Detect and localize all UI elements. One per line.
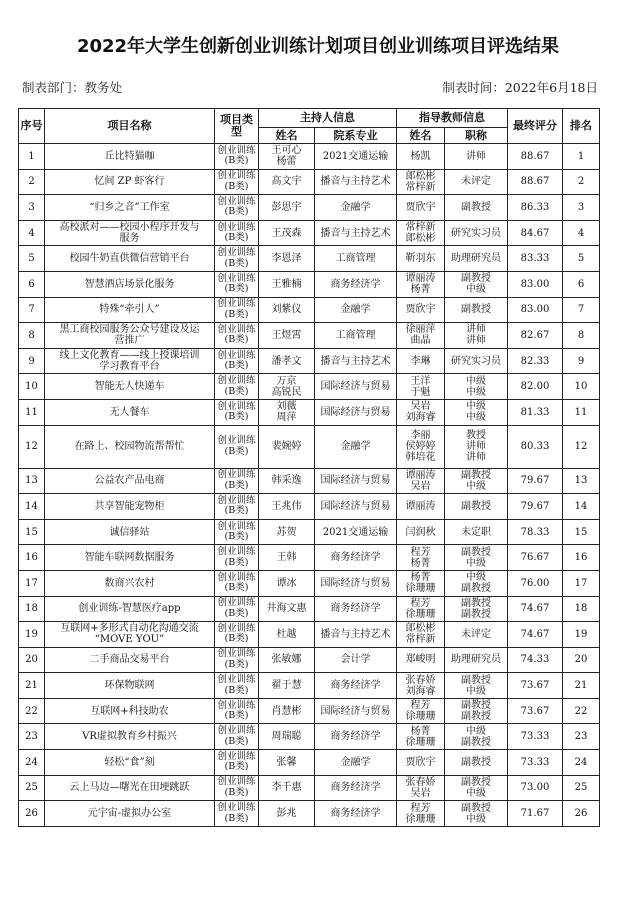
cell-category: 创业训练 (B类)	[215, 425, 259, 468]
cell-project-name: “归乡之音”工作室	[45, 195, 215, 221]
cell-project-name: 创业训练-智慧医疗app	[45, 596, 215, 622]
cell-category: 创业训练 (B类)	[215, 647, 259, 673]
cell-advisor-title: 研究实习员	[445, 348, 508, 374]
cell-advisor-name: 贾欣宇	[397, 750, 445, 776]
cell-no: 16	[19, 545, 45, 571]
header-host-major: 院系专业	[315, 128, 397, 144]
table-row	[19, 144, 600, 170]
header-rank: 排名	[563, 109, 600, 144]
cell-no: 24	[19, 750, 45, 776]
table-row	[19, 220, 600, 246]
cell-advisor-title: 副教授	[445, 297, 508, 323]
table-body	[19, 144, 600, 827]
cell-host-major: 商务经济学	[315, 724, 397, 750]
cell-advisor-name: 李丽 侯婷婷 韩培花	[397, 425, 445, 468]
cell-host-name: 张敏娜	[259, 647, 315, 673]
cell-rank: 9	[563, 348, 600, 374]
cell-category: 创业训练 (B类)	[215, 775, 259, 801]
cell-host-major: 播音与主持艺术	[315, 169, 397, 195]
cell-score: 73.00	[508, 775, 563, 801]
table-row	[19, 698, 600, 724]
cell-rank: 11	[563, 399, 600, 425]
cell-host-name: 彭思宇	[259, 195, 315, 221]
cell-no: 22	[19, 698, 45, 724]
cell-category: 创业训练 (B类)	[215, 570, 259, 596]
cell-rank: 2	[563, 169, 600, 195]
cell-score: 82.00	[508, 374, 563, 400]
cell-project-name: 智慧酒店场景化服务	[45, 271, 215, 297]
header-project-name: 项目名称	[45, 109, 215, 144]
table-row	[19, 519, 600, 545]
table-row	[19, 169, 600, 195]
cell-category: 创业训练 (B类)	[215, 348, 259, 374]
cell-score: 80.33	[508, 425, 563, 468]
cell-rank: 3	[563, 195, 600, 221]
cell-no: 2	[19, 169, 45, 195]
cell-project-name: 轻松“食”刻	[45, 750, 215, 776]
cell-advisor-name: 程芳 徐珊珊	[397, 801, 445, 827]
cell-rank: 8	[563, 323, 600, 349]
department-label: 制表部门：教务处	[22, 80, 123, 95]
cell-advisor-title: 副教授 副教授	[445, 698, 508, 724]
cell-advisor-name: 吴岩 刘海睿	[397, 399, 445, 425]
cell-host-major: 商务经济学	[315, 271, 397, 297]
cell-no: 4	[19, 220, 45, 246]
cell-host-name: 李恩泽	[259, 246, 315, 272]
cell-advisor-title: 助理研究员	[445, 647, 508, 673]
cell-host-name: 裴婉婷	[259, 425, 315, 468]
cell-project-name: 互联网+多形式自动化沟通交流 “MOVE YOU”	[45, 622, 215, 648]
cell-no: 5	[19, 246, 45, 272]
header-advisor-name: 姓名	[397, 128, 445, 144]
cell-project-name: 元宇宙-虚拟办公室	[45, 801, 215, 827]
cell-host-major: 国际经济与贸易	[315, 374, 397, 400]
cell-advisor-name: 程芳 徐珊珊	[397, 596, 445, 622]
cell-advisor-title: 未评定	[445, 622, 508, 648]
cell-advisor-title: 副教授 中级	[445, 673, 508, 699]
cell-rank: 6	[563, 271, 600, 297]
cell-host-name: 王雅楠	[259, 271, 315, 297]
cell-advisor-title: 副教授 中级	[445, 545, 508, 571]
cell-host-major: 2021交通运输	[315, 144, 397, 170]
cell-score: 78.33	[508, 519, 563, 545]
cell-rank: 10	[563, 374, 600, 400]
cell-host-name: 杜越	[259, 622, 315, 648]
cell-host-major: 会计学	[315, 647, 397, 673]
table-row	[19, 596, 600, 622]
cell-host-major: 商务经济学	[315, 596, 397, 622]
table-row	[19, 374, 600, 400]
cell-project-name: 高校派对——校园小程序开发与 服务	[45, 220, 215, 246]
cell-rank: 16	[563, 545, 600, 571]
cell-score: 82.33	[508, 348, 563, 374]
cell-host-name: 潘孝文	[259, 348, 315, 374]
cell-advisor-title: 未定职	[445, 519, 508, 545]
cell-no: 3	[19, 195, 45, 221]
cell-advisor-name: 谭丽涛 吴岩	[397, 468, 445, 494]
cell-advisor-name: 杨菁 徐珊珊	[397, 570, 445, 596]
cell-advisor-name: 李琳	[397, 348, 445, 374]
table-row	[19, 494, 600, 520]
cell-host-name: 苏贺	[259, 519, 315, 545]
cell-project-name: 特殊“牵引人”	[45, 297, 215, 323]
cell-advisor-name: 闫润秋	[397, 519, 445, 545]
cell-project-name: 数商兴农村	[45, 570, 215, 596]
cell-score: 86.33	[508, 195, 563, 221]
cell-host-major: 金融学	[315, 297, 397, 323]
cell-host-major: 播音与主持艺术	[315, 220, 397, 246]
cell-advisor-name: 王洋 于魁	[397, 374, 445, 400]
cell-host-major: 商务经济学	[315, 673, 397, 699]
cell-advisor-name: 杨凯	[397, 144, 445, 170]
cell-category: 创业训练 (B类)	[215, 698, 259, 724]
cell-no: 19	[19, 622, 45, 648]
cell-score: 71.67	[508, 801, 563, 827]
cell-category: 创业训练 (B类)	[215, 271, 259, 297]
cell-no: 14	[19, 494, 45, 520]
cell-rank: 25	[563, 775, 600, 801]
table-row	[19, 399, 600, 425]
cell-score: 83.00	[508, 271, 563, 297]
cell-host-major: 国际经济与贸易	[315, 399, 397, 425]
cell-advisor-name: 常梓新 郎松彬	[397, 220, 445, 246]
cell-advisor-name: 徐丽萍 曲晶	[397, 323, 445, 349]
table-row	[19, 801, 600, 827]
table-row	[19, 622, 600, 648]
cell-advisor-name: 谭丽涛 杨菁	[397, 271, 445, 297]
cell-host-name: 彭兆	[259, 801, 315, 827]
cell-advisor-title: 副教授 中级	[445, 468, 508, 494]
table-row	[19, 647, 600, 673]
cell-host-major: 金融学	[315, 195, 397, 221]
cell-host-major: 国际经济与贸易	[315, 698, 397, 724]
cell-host-major: 工商管理	[315, 323, 397, 349]
cell-no: 23	[19, 724, 45, 750]
cell-no: 18	[19, 596, 45, 622]
cell-score: 83.33	[508, 246, 563, 272]
table-row	[19, 323, 600, 349]
cell-advisor-name: 程芳 杨菁	[397, 545, 445, 571]
cell-category: 创业训练 (B类)	[215, 297, 259, 323]
cell-project-name: 智能无人快递车	[45, 374, 215, 400]
cell-rank: 14	[563, 494, 600, 520]
cell-rank: 17	[563, 570, 600, 596]
cell-advisor-title: 副教授 中级	[445, 775, 508, 801]
cell-advisor-title: 中级 副教授	[445, 570, 508, 596]
cell-advisor-title: 中级 中级	[445, 374, 508, 400]
table-row	[19, 570, 600, 596]
cell-host-major: 商务经济学	[315, 775, 397, 801]
cell-rank: 7	[563, 297, 600, 323]
page-title: 2022年大学生创新创业训练计划项目创业训练项目评选结果	[76, 36, 560, 57]
cell-no: 13	[19, 468, 45, 494]
cell-category: 创业训练 (B类)	[215, 399, 259, 425]
cell-no: 20	[19, 647, 45, 673]
cell-category: 创业训练 (B类)	[215, 750, 259, 776]
cell-advisor-name: 贾欣宇	[397, 195, 445, 221]
table-row	[19, 348, 600, 374]
table-row	[19, 425, 600, 468]
cell-project-name: 互联网+科技助农	[45, 698, 215, 724]
cell-rank: 4	[563, 220, 600, 246]
cell-project-name: 环保物联网	[45, 673, 215, 699]
cell-advisor-title: 中级 副教授	[445, 724, 508, 750]
cell-host-name: 韩采逸	[259, 468, 315, 494]
cell-host-name: 翟于慧	[259, 673, 315, 699]
cell-score: 73.33	[508, 724, 563, 750]
cell-no: 8	[19, 323, 45, 349]
cell-no: 17	[19, 570, 45, 596]
cell-rank: 22	[563, 698, 600, 724]
cell-advisor-title: 未评定	[445, 169, 508, 195]
results-table	[18, 108, 600, 827]
table-row	[19, 775, 600, 801]
cell-advisor-name: 谭丽涛	[397, 494, 445, 520]
cell-score: 76.67	[508, 545, 563, 571]
cell-rank: 1	[563, 144, 600, 170]
cell-score: 84.67	[508, 220, 563, 246]
cell-host-name: 王韩	[259, 545, 315, 571]
cell-advisor-title: 助理研究员	[445, 246, 508, 272]
cell-host-major: 商务经济学	[315, 545, 397, 571]
cell-host-name: 井海文惠	[259, 596, 315, 622]
cell-category: 创业训练 (B类)	[215, 144, 259, 170]
cell-host-major: 播音与主持艺术	[315, 348, 397, 374]
cell-no: 6	[19, 271, 45, 297]
cell-advisor-name: 张春娇 刘海睿	[397, 673, 445, 699]
cell-advisor-title: 副教授	[445, 195, 508, 221]
cell-host-name: 谭冰	[259, 570, 315, 596]
cell-rank: 23	[563, 724, 600, 750]
header-no: 序号	[19, 109, 45, 144]
cell-rank: 18	[563, 596, 600, 622]
cell-no: 12	[19, 425, 45, 468]
cell-category: 创业训练 (B类)	[215, 801, 259, 827]
cell-advisor-title: 讲师	[445, 144, 508, 170]
cell-host-name: 王茂森	[259, 220, 315, 246]
cell-score: 83.00	[508, 297, 563, 323]
cell-host-name: 李千惠	[259, 775, 315, 801]
cell-score: 82.67	[508, 323, 563, 349]
cell-advisor-title: 副教授 中级	[445, 801, 508, 827]
header-category: 项目类 型	[215, 109, 259, 144]
table-row	[19, 468, 600, 494]
cell-project-name: VR虚拟教育乡村振兴	[45, 724, 215, 750]
cell-host-major: 国际经济与贸易	[315, 570, 397, 596]
cell-score: 74.67	[508, 596, 563, 622]
cell-host-major: 商务经济学	[315, 801, 397, 827]
cell-host-major: 金融学	[315, 750, 397, 776]
cell-rank: 13	[563, 468, 600, 494]
cell-host-name: 肖慧彬	[259, 698, 315, 724]
cell-category: 创业训练 (B类)	[215, 622, 259, 648]
cell-no: 1	[19, 144, 45, 170]
cell-score: 79.67	[508, 468, 563, 494]
table-row	[19, 271, 600, 297]
header-advisor-title: 职称	[445, 128, 508, 144]
cell-host-name: 周瑞聪	[259, 724, 315, 750]
cell-category: 创业训练 (B类)	[215, 724, 259, 750]
cell-score: 88.67	[508, 144, 563, 170]
cell-project-name: 在路上、校园物流帮帮忙	[45, 425, 215, 468]
cell-category: 创业训练 (B类)	[215, 468, 259, 494]
cell-project-name: 诚信驿站	[45, 519, 215, 545]
header-host-group: 主持人信息	[259, 109, 397, 128]
cell-no: 15	[19, 519, 45, 545]
cell-category: 创业训练 (B类)	[215, 169, 259, 195]
cell-project-name: 二手商品交易平台	[45, 647, 215, 673]
cell-host-major: 2021交通运输	[315, 519, 397, 545]
cell-project-name: 云上马边—曙光在田埂跳跃	[45, 775, 215, 801]
cell-rank: 21	[563, 673, 600, 699]
cell-score: 74.33	[508, 647, 563, 673]
cell-advisor-name: 郑峻明	[397, 647, 445, 673]
cell-host-name: 张馨	[259, 750, 315, 776]
cell-host-name: 刘薇 周萍	[259, 399, 315, 425]
cell-score: 73.33	[508, 750, 563, 776]
cell-host-major: 国际经济与贸易	[315, 468, 397, 494]
date-label: 制表时间：2022年6月18日	[442, 80, 598, 95]
table-row	[19, 724, 600, 750]
cell-rank: 12	[563, 425, 600, 468]
cell-category: 创业训练 (B类)	[215, 673, 259, 699]
cell-no: 21	[19, 673, 45, 699]
cell-advisor-title: 中级 中级	[445, 399, 508, 425]
cell-score: 74.67	[508, 622, 563, 648]
cell-no: 11	[19, 399, 45, 425]
cell-host-name: 万京 高锐民	[259, 374, 315, 400]
cell-host-name: 王兆伟	[259, 494, 315, 520]
cell-score: 73.67	[508, 698, 563, 724]
cell-advisor-title: 副教授 副教授	[445, 596, 508, 622]
cell-host-major: 播音与主持艺术	[315, 622, 397, 648]
cell-project-name: 校园牛奶直供微信营销平台	[45, 246, 215, 272]
cell-project-name: 公益农产品电商	[45, 468, 215, 494]
cell-no: 7	[19, 297, 45, 323]
cell-advisor-title: 副教授	[445, 494, 508, 520]
cell-score: 81.33	[508, 399, 563, 425]
cell-advisor-name: 杨菁 徐珊珊	[397, 724, 445, 750]
header-score: 最终评分	[508, 109, 563, 144]
cell-category: 创业训练 (B类)	[215, 494, 259, 520]
cell-advisor-title: 研究实习员	[445, 220, 508, 246]
table-row	[19, 545, 600, 571]
cell-category: 创业训练 (B类)	[215, 246, 259, 272]
cell-category: 创业训练 (B类)	[215, 545, 259, 571]
cell-advisor-title: 教授 讲师 讲师	[445, 425, 508, 468]
cell-score: 73.67	[508, 673, 563, 699]
table-row	[19, 195, 600, 221]
table-row	[19, 297, 600, 323]
cell-project-name: 丘比特猫咖	[45, 144, 215, 170]
cell-no: 25	[19, 775, 45, 801]
cell-host-major: 工商管理	[315, 246, 397, 272]
cell-project-name: 忆间 ZP 虾客行	[45, 169, 215, 195]
cell-category: 创业训练 (B类)	[215, 195, 259, 221]
cell-rank: 24	[563, 750, 600, 776]
cell-category: 创业训练 (B类)	[215, 374, 259, 400]
cell-advisor-name: 郎松彬 常梓新	[397, 169, 445, 195]
cell-rank: 15	[563, 519, 600, 545]
cell-host-name: 刘紫仪	[259, 297, 315, 323]
cell-no: 10	[19, 374, 45, 400]
cell-score: 76.00	[508, 570, 563, 596]
cell-no: 26	[19, 801, 45, 827]
cell-category: 创业训练 (B类)	[215, 220, 259, 246]
cell-project-name: 智能车联网数据服务	[45, 545, 215, 571]
table-row	[19, 750, 600, 776]
cell-advisor-name: 贾欣宇	[397, 297, 445, 323]
cell-category: 创业训练 (B类)	[215, 323, 259, 349]
cell-advisor-title: 副教授 中级	[445, 271, 508, 297]
cell-score: 79.67	[508, 494, 563, 520]
cell-category: 创业训练 (B类)	[215, 519, 259, 545]
cell-advisor-title: 讲师 讲师	[445, 323, 508, 349]
cell-rank: 19	[563, 622, 600, 648]
cell-host-name: 王可心 杨蕾	[259, 144, 315, 170]
cell-advisor-name: 靳羽东	[397, 246, 445, 272]
header-host-name: 姓名	[259, 128, 315, 144]
cell-project-name: 无人餐车	[45, 399, 215, 425]
cell-advisor-title: 副教授	[445, 750, 508, 776]
header-advisor-group: 指导教师信息	[397, 109, 508, 128]
cell-host-name: 王煜霄	[259, 323, 315, 349]
cell-advisor-name: 程芳 徐珊珊	[397, 698, 445, 724]
cell-rank: 26	[563, 801, 600, 827]
cell-project-name: 共享智能宠物柜	[45, 494, 215, 520]
cell-rank: 20	[563, 647, 600, 673]
cell-project-name: 线上文化教育——线上授课培训 学习教育平台	[45, 348, 215, 374]
cell-project-name: 黑工商校园服务公众号建设及运 营推广	[45, 323, 215, 349]
cell-category: 创业训练 (B类)	[215, 596, 259, 622]
cell-rank: 5	[563, 246, 600, 272]
table-row	[19, 673, 600, 699]
cell-score: 88.67	[508, 169, 563, 195]
table-row	[19, 246, 600, 272]
cell-host-major: 金融学	[315, 425, 397, 468]
cell-host-major: 国际经济与贸易	[315, 494, 397, 520]
cell-host-name: 高文宇	[259, 169, 315, 195]
cell-advisor-name: 郎松彬 常梓新	[397, 622, 445, 648]
cell-advisor-name: 张春娇 吴岩	[397, 775, 445, 801]
cell-no: 9	[19, 348, 45, 374]
